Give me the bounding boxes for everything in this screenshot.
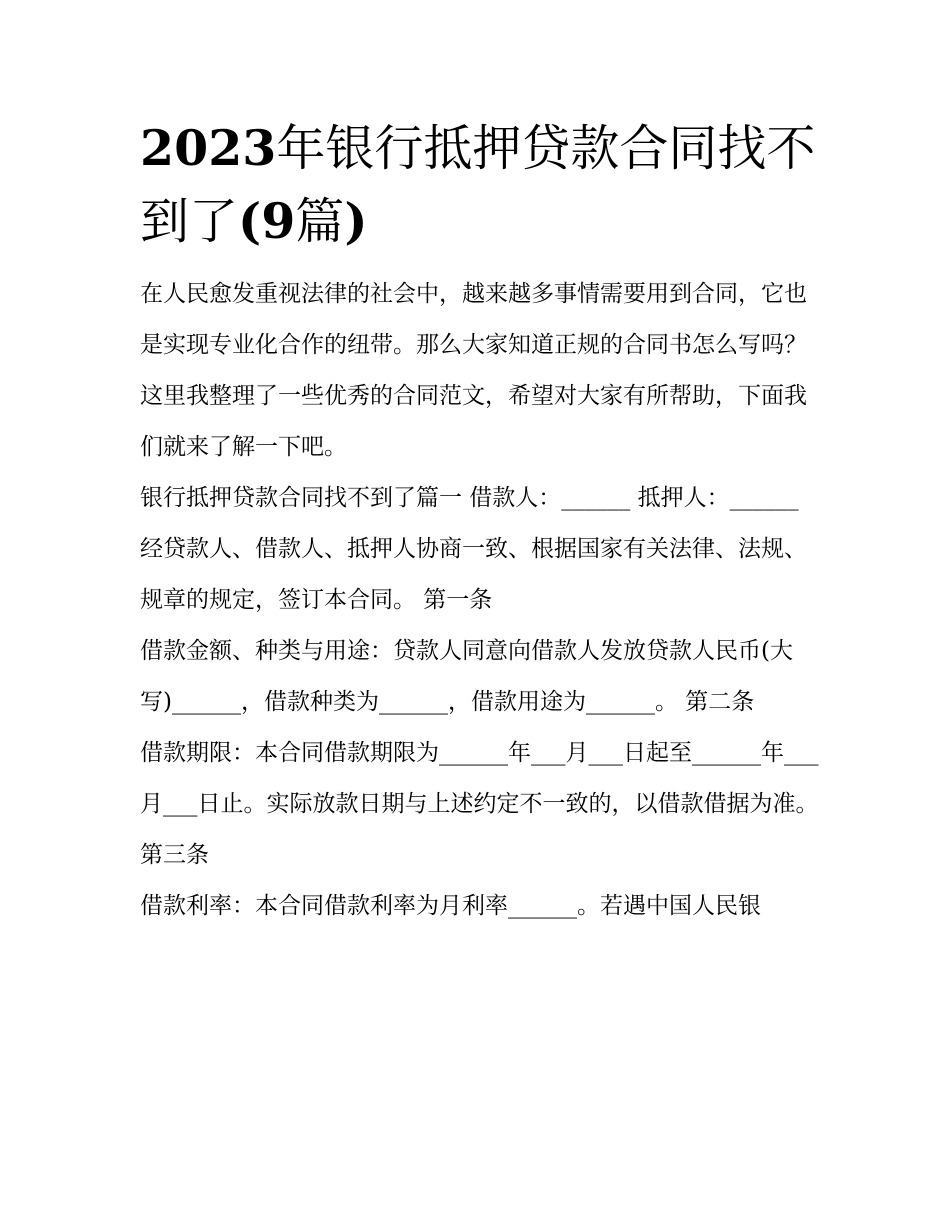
title-count-close: )	[344, 192, 368, 250]
document-title	[140, 112, 820, 258]
title-count-open: (9	[238, 192, 296, 250]
section-heading-1: 银行抵押贷款合同找不到了篇一 借款人：______ 抵押人：______	[140, 485, 799, 511]
document-page	[140, 112, 820, 932]
title-text-1: 年银行抵押贷款合同找不	[276, 120, 816, 177]
title-line-2	[140, 193, 368, 250]
title-year: 2023	[140, 119, 277, 177]
clause-preamble: 经贷款人、借款人、抵押人协商一致、根据国家有关法律、法规、规章的规定，签订本合同。 第一条	[140, 536, 807, 613]
clause-loan-amount: 借款金额、种类与用途：贷款人同意向借款人发放贷款人民币(大写)______，借款种类为______，借款用途为______。 第二条	[140, 638, 793, 715]
title-line-1	[140, 120, 815, 177]
title-text-2: 到了	[140, 193, 239, 250]
clause-heading-3: 第三条	[140, 842, 209, 868]
title-text-3: 篇	[295, 193, 345, 250]
clause-interest-rate: 借款利率：本合同借款利率为月利率______。若遇中国人民银	[140, 893, 761, 919]
clause-loan-term: 借款期限：本合同借款期限为______年___月___日起至______年___月___日止。实际放款日期与上述约定不一致的，以借款借据为准。	[140, 740, 819, 817]
intro-paragraph: 在人民愈发重视法律的社会中，越来越多事情需要用到合同，它也是实现专业化合作的纽带。那么大家知道正规的合同书怎么写吗？这里我整理了一些优秀的合同范文，希望对大家有所帮助，下面我们就来了解一下吧。	[140, 281, 807, 460]
